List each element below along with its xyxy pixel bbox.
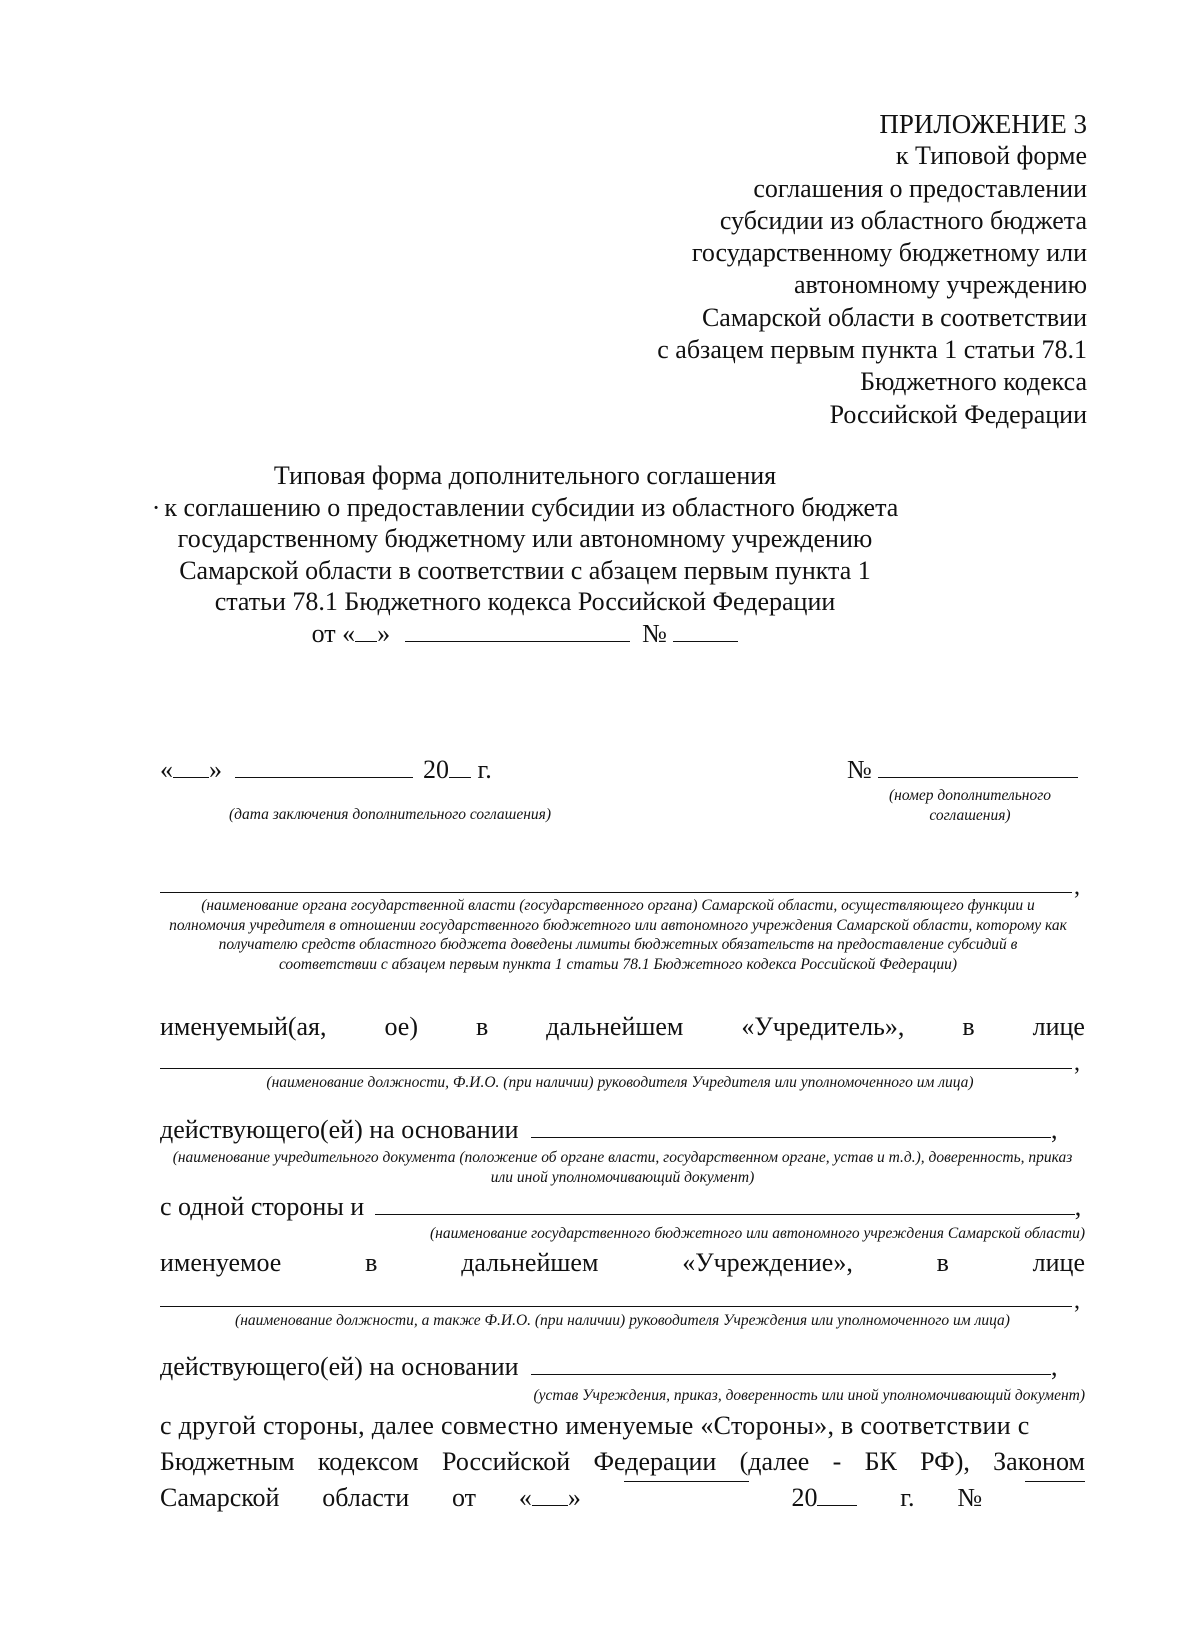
institution-head-note: (наименование должности, а также Ф.И.О. (при наличии) руководителя Учреждения или уполномоченного им лица) [235, 1312, 1010, 1329]
agreement-number: № [847, 755, 1078, 785]
appendix-line: соглашения о предоставлении [753, 173, 1087, 203]
organ-blank [160, 892, 1072, 893]
institution-basis-blank [531, 1373, 1051, 1375]
appendix-line: Бюджетного кодекса [860, 367, 1087, 397]
closing-paragraph: с другой стороны, далее совместно именуемые «Стороны», в соответствии с Бюджетным кодексом Российской Федерации (далее - БК РФ), Законом Самарской области от « » 20 г. № [160, 1411, 1085, 1512]
appendix-line: автономному учреждению [793, 270, 1087, 300]
appendix-line: субсидии из областного бюджета [719, 205, 1087, 235]
institution-named-line: именуемое в дальнейшем «Учреждение», в лице [160, 1248, 1085, 1277]
founder-acting-line: действующего(ей) на основании , [160, 1115, 1058, 1144]
appendix-line: к Типовой форме [895, 141, 1087, 171]
title-line: к соглашению о предоставлении субсидии из областного бюджета [164, 492, 899, 522]
year-blank [449, 776, 471, 778]
appendix-line: с абзацем первым пункта 1 статьи 78.1 [657, 335, 1087, 365]
date-note: (дата заключения дополнительного соглашения) [228, 806, 552, 823]
appendix-line: Российской Федерации [829, 399, 1087, 429]
founder-named-line: именуемый(ая, ое) в дальнейшем «Учредитель», в лице [160, 1012, 1085, 1041]
founder-basis-note: (наименование учредительного документа (положение об органе власти, государственном органе, устав и т.д.), доверенность, приказ или иной уполномочивающий документ) [172, 1149, 1073, 1186]
number-note: (номер дополнительного соглашения) [888, 787, 1052, 824]
title-line: Типовая форма дополнительного соглашения [273, 461, 777, 490]
founder-basis-blank [531, 1136, 1051, 1138]
founder-head-blank [160, 1068, 1072, 1069]
title-line: статьи 78.1 Бюджетного кодекса Российской Федерации [214, 587, 836, 616]
title-line: государственному бюджетному или автономному учреждению [177, 524, 873, 553]
agreement-number-blank [878, 776, 1078, 778]
institution-head-blank [160, 1306, 1072, 1307]
organ-note: (наименование органа государственной власти (государственного органа) Самарской области, осуществляющего функции и полномочия учредителя в отношении государственного бюджетного или автономного учреждения Самарской области, которому как получателю средств областного бюджета доведены лимиты бюджетных обязательств на предоставление субсидий в соответствии с абзацем первым пункта 1 статьи 78.1 Бюджетного кодекса Российской Федерации) [169, 897, 1067, 973]
title-date-line: от « » № [150, 618, 900, 650]
day-blank [173, 776, 209, 778]
institution-name-blank [375, 1213, 1075, 1215]
institution-name-note: (наименование государственного бюджетного или автономного учреждения Самарской области) [429, 1225, 1085, 1242]
appendix-line: государственному бюджетному или [691, 238, 1087, 268]
institution-acting-line: действующего(ей) на основании , [160, 1352, 1058, 1381]
month-blank [235, 776, 413, 778]
institution-side-line: с одной стороны и , [160, 1192, 1082, 1221]
stray-dot: · [151, 492, 161, 522]
month-blank [405, 640, 630, 642]
day-blank [355, 640, 377, 642]
appendix-title: ПРИЛОЖЕНИЕ 3 [879, 109, 1087, 139]
law-month-blank [624, 1480, 749, 1482]
law-number-blank [1025, 1480, 1085, 1482]
agreement-date: « » 20 г. [160, 755, 492, 784]
appendix-line: Самарской области в соответствии [701, 302, 1087, 332]
document-page: ПРИЛОЖЕНИЕ 3 к Типовой форме соглашения о предоставлении субсидии из областного бюджета государственному бюджетному или автономному учреждению Самарской области в соответствии с абзацем первым пункта 1 статьи 78.1 Бюджетного кодекса Российской Федерации Типовая форма дополнительного соглашения · к соглашению о предоставлении субсидии из областного бюджета государственному бюджетному или автономному учреждению Самарской области в соответствии с абзацем первым пункта 1 статьи 78.1 Бюджетного кодекса Российской Федерации от « » № « » 20 г. № (дата заключения дополнительного соглашения) (номер дополнительного соглашения) , (наименование органа государственной власти (государственного органа) Самарской области, осуществляющего функции и полномочия учредителя в отношении государственного бюджетного или автономного учреждения Самарской области, которому как получателю средств областного бюджета доведены лимиты бюджетных обязательств на предоставление субсидий в соответствии с абзацем первым пункта 1 статьи 78.1 Бюджетного кодекса Российской Федерации) именуемый(ая, ое) в дальнейшем «Учредитель», в лице , (наименование должности, Ф.И.О. (при наличии) руководителя Учредителя или уполномоченного им лица) действующего(ей) на основании , (наименование учредительного документа (положение об органе власти, государственном органе, устав и т.д.), доверенность, приказ или иной уполномочивающий документ) с одной стороны и , (наименование государственного бюджетного или автономного учреждения Самарской области) именуемое в дальнейшем «Учреждение», в лице , (наименование должности, а также Ф.И.О. (при наличии) руководителя Учреждения или уполномоченного им лица) действующего(ей) на основании , (устав Учреждения, приказ, доверенность или иной уполномочивающий документ) с другой стороны, далее совместно именуемые «Стороны», в соответствии с Бюджетным кодексом Российской Федерации (далее - БК РФ), Законом Самарской области от « » 20 г. № [0, 0, 1200, 1652]
number-blank [673, 640, 738, 642]
law-day-blank [532, 1504, 568, 1506]
appendix-header [487, 108, 1087, 431]
institution-basis-note: (устав Учреждения, приказ, доверенность или иной уполномочивающий документ) [533, 1387, 1085, 1404]
law-year-blank [817, 1504, 857, 1506]
title-line: Самарской области в соответствии с абзацем первым пункта 1 [179, 555, 871, 585]
founder-head-note: (наименование должности, Ф.И.О. (при наличии) руководителя Учредителя или уполномоченного им лица) [266, 1074, 974, 1091]
document-title [150, 460, 900, 649]
